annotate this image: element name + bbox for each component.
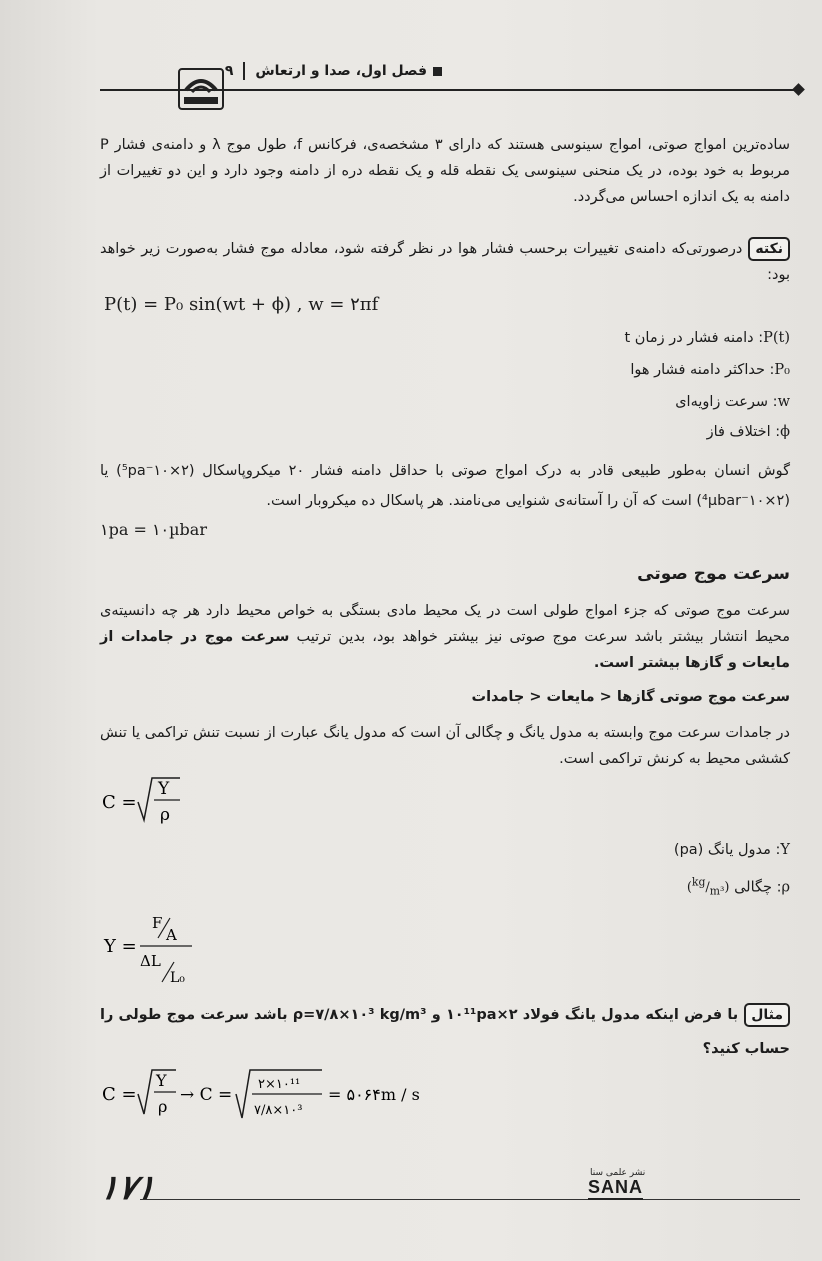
formula-numerator: Y bbox=[158, 779, 170, 799]
example-text: با فرض اینکه مدول یانگ فولاد ۲×۱۰¹¹pa و ρ=۷/۸×۱۰³ kg/m³ باشد سرعت موج طولی را حساب کنید؟ bbox=[100, 1007, 790, 1057]
density-unit-den: m³ bbox=[709, 884, 725, 898]
formula-y-lhs: Y = bbox=[104, 936, 137, 957]
footer-page-mark: ۱۷۱ bbox=[96, 1168, 159, 1208]
example-num: Y bbox=[156, 1071, 167, 1090]
definition-text: : دامنه فشار در زمان t bbox=[624, 330, 764, 346]
speed-paragraph-text: سرعت موج صوتی که جزء امواج طولی است در یک محیط مادی بستگی به خواص محیط دارد هر چه دانسیته‌ی محیط انتشار بیشتر باشد سرعت موج صوتی نیز بیشتر خواهد بود، بدین ترتیب bbox=[100, 603, 791, 645]
formula-y-force: F bbox=[152, 914, 163, 932]
density-unit-num: kg bbox=[691, 876, 706, 889]
chapter-header bbox=[225, 62, 442, 80]
header-divider bbox=[243, 62, 245, 80]
example-result: = ۵۰۶۴m / s bbox=[328, 1085, 420, 1104]
chapter-title: فصل اول، صدا و ارتعاش bbox=[255, 63, 427, 79]
formula-y-area: A bbox=[166, 926, 177, 944]
density-definition bbox=[687, 876, 790, 898]
pressure-wave-formula: P(t) = P₀ sin(wt + ϕ) , w = ۲πf bbox=[104, 294, 379, 315]
section-heading: سرعت موج صوتی bbox=[637, 564, 790, 584]
example-den: ρ bbox=[158, 1097, 168, 1116]
hearing-threshold-paragraph: گوش انسان به‌طور طبیعی قادر به درک امواج صوتی با حداقل دامنه فشار ۲۰ میکروپاسکال (۲×۱۰⁻⁵pa) یا (۲×۱۰⁻⁴µbar) است که آن را آستانه‌ی شنوایی می‌نامند. هر پاسکال ده میکروبار است. bbox=[100, 463, 790, 509]
footer-rule bbox=[140, 1199, 800, 1200]
definition-text: : سرعت زاویه‌ای bbox=[675, 394, 778, 410]
header-rule-end-icon bbox=[792, 83, 805, 96]
speed-paragraph-bold: سرعت موج در جامدات از مایعات و گازها بیشتر است. bbox=[100, 629, 790, 671]
young-formula bbox=[100, 910, 210, 990]
speed-order: سرعت موج صوتی گازها < مایعات < جامدات bbox=[471, 689, 790, 705]
example-arrow: → C = bbox=[180, 1085, 233, 1105]
example-den2: ۷/۸×۱۰³ bbox=[254, 1103, 303, 1118]
square-bullet-icon bbox=[433, 67, 442, 76]
density-text: : چگالی bbox=[734, 879, 782, 896]
example-formula bbox=[100, 1064, 440, 1128]
young-symbol: Y bbox=[780, 842, 790, 858]
young-text: : مدول یانگ (pa) bbox=[673, 842, 781, 858]
footer-brand-logo: SANA bbox=[588, 1177, 643, 1200]
formula-denominator: ρ bbox=[160, 805, 170, 825]
definition-symbol: P(t) bbox=[763, 330, 790, 346]
unit-relation: ۱pa = ۱۰µbar bbox=[100, 520, 207, 539]
young-modulus-definition bbox=[674, 842, 790, 858]
definition-text: : حداکثر دامنه فشار هوا bbox=[630, 362, 775, 378]
density-unit: $(^{kg}/_{m^3})$ bbox=[686, 876, 730, 898]
formula-lhs: C = bbox=[102, 792, 137, 813]
example-num2: ۲×۱۰¹¹ bbox=[258, 1077, 301, 1092]
definition-p-t bbox=[624, 330, 790, 346]
note-text: درصورتی‌که دامنه‌ی تغییرات برحسب فشار هوا در نظر گرفته شود، معادله موج فشار به‌صورت زیر خواهد بود: bbox=[100, 241, 790, 283]
definition-symbol: P₀ bbox=[774, 362, 790, 378]
note-tag: نکته bbox=[748, 237, 790, 261]
footer-publisher: نشر علمی سنا bbox=[590, 1168, 646, 1178]
definition-p0 bbox=[630, 362, 790, 378]
density-symbol: ρ bbox=[781, 879, 790, 896]
definition-text: : اختلاف فاز bbox=[706, 424, 781, 440]
example-block bbox=[100, 998, 790, 1066]
speed-formula bbox=[100, 772, 190, 832]
formula-y-l0: L₀ bbox=[170, 970, 185, 986]
solids-paragraph: در جامدات سرعت موج وابسته به مدول یانگ و چگالی آن است که مدول یانگ عبارت از نسبت تنش تراکمی یا تنش کششی محیط به کرنش تراکمی است. bbox=[100, 725, 790, 767]
definition-symbol: ϕ bbox=[780, 424, 790, 440]
example-lhs: C = bbox=[102, 1084, 137, 1105]
page-number: ۹ bbox=[224, 63, 234, 79]
intro-paragraph: ساده‌ترین امواج صوتی، امواج سینوسی هستند که دارای ۳ مشخصه‌ی، فرکانس f، طول موج λ و دامنه‌ی فشار P مربوط به خود بوده، در یک منحنی سینوسی یک نقطه قله و یک نقطه دره از دامنه وجود دارد و این دو تغییرات از دامنه به یک اندازه احساس می‌گردد. bbox=[100, 137, 791, 205]
formula-y-delta-l: ΔL bbox=[140, 952, 161, 970]
definition-w bbox=[675, 394, 790, 410]
speed-paragraph bbox=[100, 598, 790, 676]
note-block bbox=[100, 236, 790, 288]
example-tag: مثال bbox=[744, 1003, 790, 1027]
definition-symbol: w bbox=[777, 394, 790, 410]
definition-phi bbox=[707, 424, 790, 440]
header-rule bbox=[100, 89, 800, 91]
